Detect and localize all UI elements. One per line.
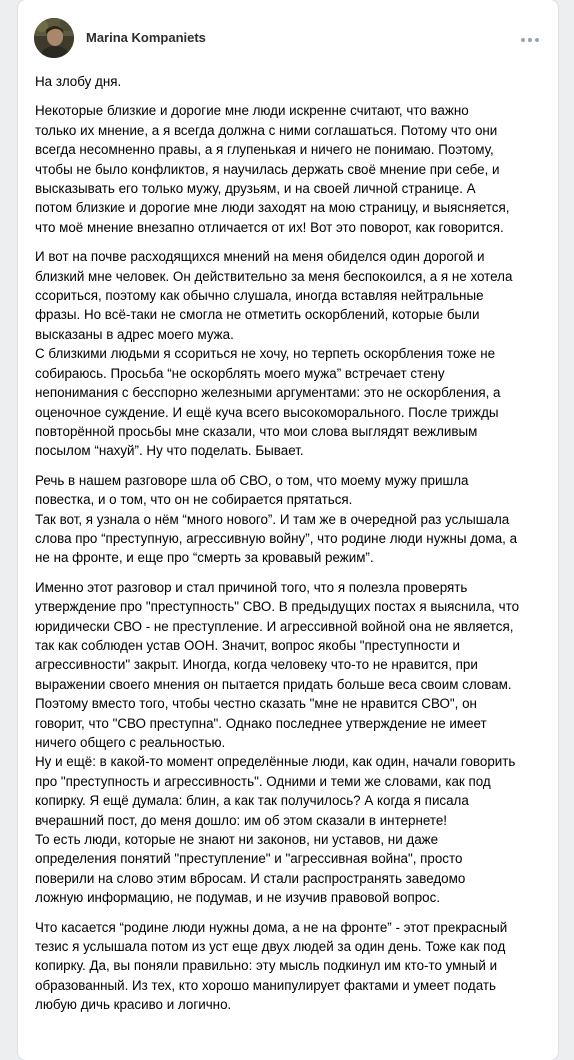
post-header (18, 0, 558, 80)
post-text-line: оценочное суждение. И ещё куча всего высокоморального. После трижды (35, 404, 499, 420)
post-text-line: копирку. Я ещё думала: блин, а как так получилось? А когда я писала (35, 793, 469, 809)
post-text-line: фразы. Но всё-таки не смогла не отметить оскорблений, которые были (35, 307, 480, 323)
post-text-line: что моё мнение внезапно отличается от их! Вот это поворот, как говорится. (35, 219, 504, 235)
post-text-line: повторённой просьбы мне сказали, что мои слова выглядят вежливым (35, 423, 478, 439)
post-paragraph (35, 471, 545, 568)
post-text-line: Что касается “родине люди нужны дома, а не на фронте” - этот прекрасный (35, 919, 508, 935)
post-text-line: Некоторые близкие и дорогие мне люди искренне считают, что важно (35, 103, 469, 119)
more-dot (528, 38, 532, 42)
post-text-line: агрессивности" закрыт. Иногда, когда человеку что-то не нравится, при (35, 657, 478, 673)
post-text-line: Ну и ещё: в какой-то момент определённые люди, как один, начали говорить (35, 754, 516, 770)
post-card (18, 0, 558, 1060)
post-text-line: всегда несомненно правы, а я глупенькая и ничего не понимаю. Поэтому, (35, 142, 494, 158)
post-text-line: так как соблюден устав ООН. Значит, вопрос якобы "преступности и (35, 637, 460, 653)
post-text (35, 72, 545, 1025)
post-text-line: высказаны в адрес моего мужа. (35, 326, 234, 342)
post-text-line: Речь в нашем разговоре шла об СВО, о том, что моему мужу пришла (35, 472, 469, 488)
post-text-line: выражении своего мнения он пытается придать больше веса своим словам. (35, 676, 512, 692)
post-text-line: На злобу дня. (35, 74, 122, 89)
avatar-photo (34, 18, 74, 58)
post-text-line: копирку. Да, вы поняли правильно: эту мысль подкинул им кто-то умный и (35, 958, 498, 974)
post-text-line: собираюсь. Просьба “не оскорблять моего мужа” встречает стену (35, 365, 445, 381)
post-text-line: образованный. Из тех, кто хорошо манипулирует фактами и умеет подать (35, 977, 496, 993)
post-paragraph (35, 578, 545, 908)
post-text-line: любую дичь красиво и логично. (35, 997, 232, 1013)
post-text-line: тезис я услышала потом из уст еще двух людей за один день. Тоже как под (35, 939, 506, 955)
post-text-line: С близкими людьми я ссориться не хочу, но терпеть оскорбления тоже не (35, 346, 496, 362)
post-text-line: только их мнение, а я всегда должна с ними соглашаться. Потому что они (35, 122, 498, 138)
post-text-line: Так вот, я узнала о нём “много нового”. И там же в очередной раз услышала (35, 511, 510, 527)
post-text-line: слова про “преступную, агрессивную войну”, что родине люди нужны дома, а (35, 530, 518, 546)
post-text-line: определения понятий "преступление" и "агрессивная война", просто (35, 851, 463, 867)
post-text-line: ссориться, поэтому как обычно слушала, иногда вставляя нейтральные (35, 288, 484, 304)
more-dot (521, 38, 525, 42)
post-text-line: посылом “нахуй”. Ну что поделать. Бывает. (35, 443, 304, 459)
post-paragraph (35, 72, 545, 91)
more-options-icon[interactable] (518, 30, 542, 50)
author-avatar[interactable] (34, 18, 74, 58)
post-text-line: ложную информацию, не подумав, и не изучив правовой вопрос. (35, 890, 441, 906)
post-text-line: вчерашний пост, до меня дошло: им об этом сказали в интернете! (35, 812, 448, 828)
post-paragraph (35, 101, 545, 237)
post-text-line: И вот на почве расходящихся мнений на меня обиделся один дорогой и (35, 249, 485, 265)
post-text-line: утверждение про "преступность" СВО. В предыдущих постах я выяснила, что (35, 599, 520, 615)
post-text-line: высказывать его только мужу, друзьям, и на своей личной странице. А (35, 181, 476, 197)
post-text-line: Поэтому вместо того, чтобы честно сказать "мне не нравится СВО", он (35, 696, 477, 712)
post-text-line: не на фронте, и еще про “смерть за кровавый режим”. (35, 550, 374, 566)
post-text-line: поверили на слово этим вбросам. И стали распространять заведомо (35, 870, 466, 886)
post-text-line: юридически СВО - не преступление. И агрессивной войной она не является, (35, 618, 514, 634)
more-dot (535, 38, 539, 42)
post-text-line: потом близкие и дорогие мне люди заходят на мою страницу, и выясняется, (35, 200, 510, 216)
post-text-line: непонимания с бесспорно железными аргументами: это не оскорбления, а (35, 385, 501, 401)
post-text-line: То есть люди, которые не знают ни законов, ни уставов, ни даже (35, 832, 439, 848)
post-paragraph (35, 247, 545, 460)
post-text-line: повестка, и о том, что он не собирается прятаться. (35, 492, 353, 508)
post-text-line: про "преступность и агрессивность". Одними и теми же словами, как под (35, 773, 491, 789)
post-text-line: ничего общего с реальностью. (35, 735, 226, 750)
post-text-line: говорит, что "СВО преступна". Однако последнее утверждение не имеет (35, 715, 487, 731)
post-text-line: чтобы не было конфликтов, я научилась держать своё мнение при себе, и (35, 161, 500, 177)
author-name[interactable]: Marina Kompaniets (86, 30, 206, 45)
post-paragraph (35, 918, 545, 1015)
post-text-line: Именно этот разговор и стал причиной того, что я полезла проверять (35, 579, 468, 595)
post-text-line: близкий мне человек. Он действительно за меня беспокоился, а я не хотела (35, 268, 513, 284)
